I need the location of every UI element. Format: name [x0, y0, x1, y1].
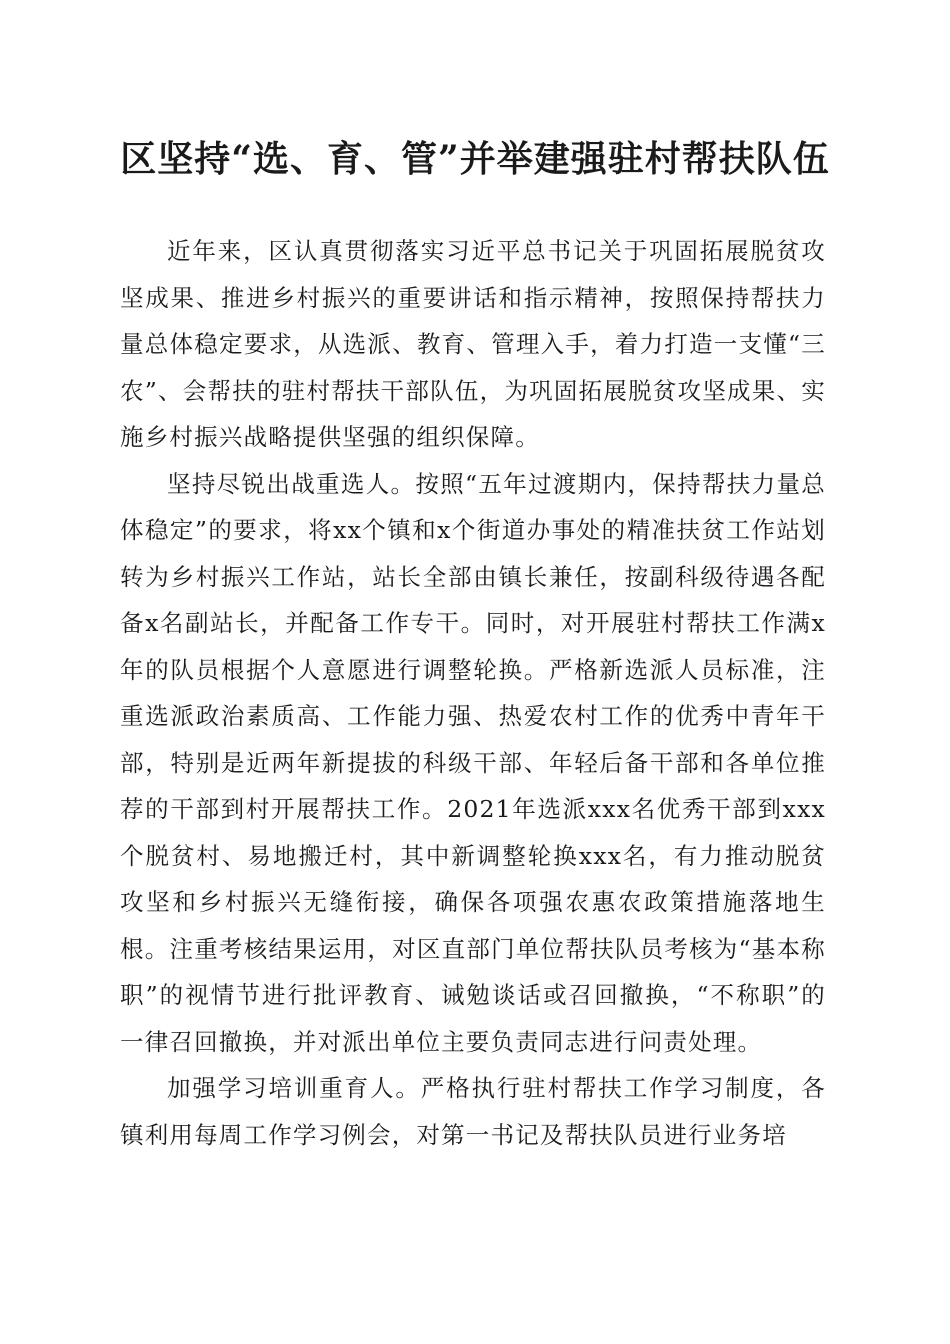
document-title: 区坚持“选、育、管”并举建强驻村帮扶队伍: [120, 138, 830, 180]
document-body: [120, 228, 826, 1158]
paragraph-selection: 坚持尽锐出战重选人。按照“五年过渡期内，保持帮扶力量总体稳定”的要求，将xx个镇和x个街道办事处的精准扶贫工作站划转为乡村振兴工作站，站长全部由镇长兼任，按副科级待遇各配备x名副站长，并配备工作专干。同时，对开展驻村帮扶工作满x年的队员根据个人意愿进行调整轮换。严格新选派人员标准，注重选派政治素质高、工作能力强、热爱农村工作的优秀中青年干部，特别是近两年新提拔的科级干部、年轻后备干部和各单位推荐的干部到村开展帮扶工作。2021年选派xxx名优秀干部到xxx个脱贫村、易地搬迁村，其中新调整轮换xxx名，有力推动脱贫攻坚和乡村振兴无缝衔接，确保各项强农惠农政策措施落地生根。注重考核结果运用，对区直部门单位帮扶队员考核为“基本称职”的视情节进行批评教育、诫勉谈话或召回撤换，“不称职”的一律召回撤换，并对派出单位主要负责同志进行问责处理。: [120, 469, 826, 1056]
paragraph-training: 加强学习培训重育人。严格执行驻村帮扶工作学习制度，各镇利用每周工作学习例会，对第一书记及帮扶队员进行业务培: [120, 1074, 826, 1149]
paragraph-intro: 近年来，区认真贯彻落实习近平总书记关于巩固拓展脱贫攻坚成果、推进乡村振兴的重要讲话和指示精神，按照保持帮扶力量总体稳定要求，从选派、教育、管理入手，着力打造一支懂“三农”、会帮扶的驻村帮扶干部队伍，为巩固拓展脱贫攻坚成果、实施乡村振兴战略提供坚强的组织保障。: [120, 237, 826, 451]
